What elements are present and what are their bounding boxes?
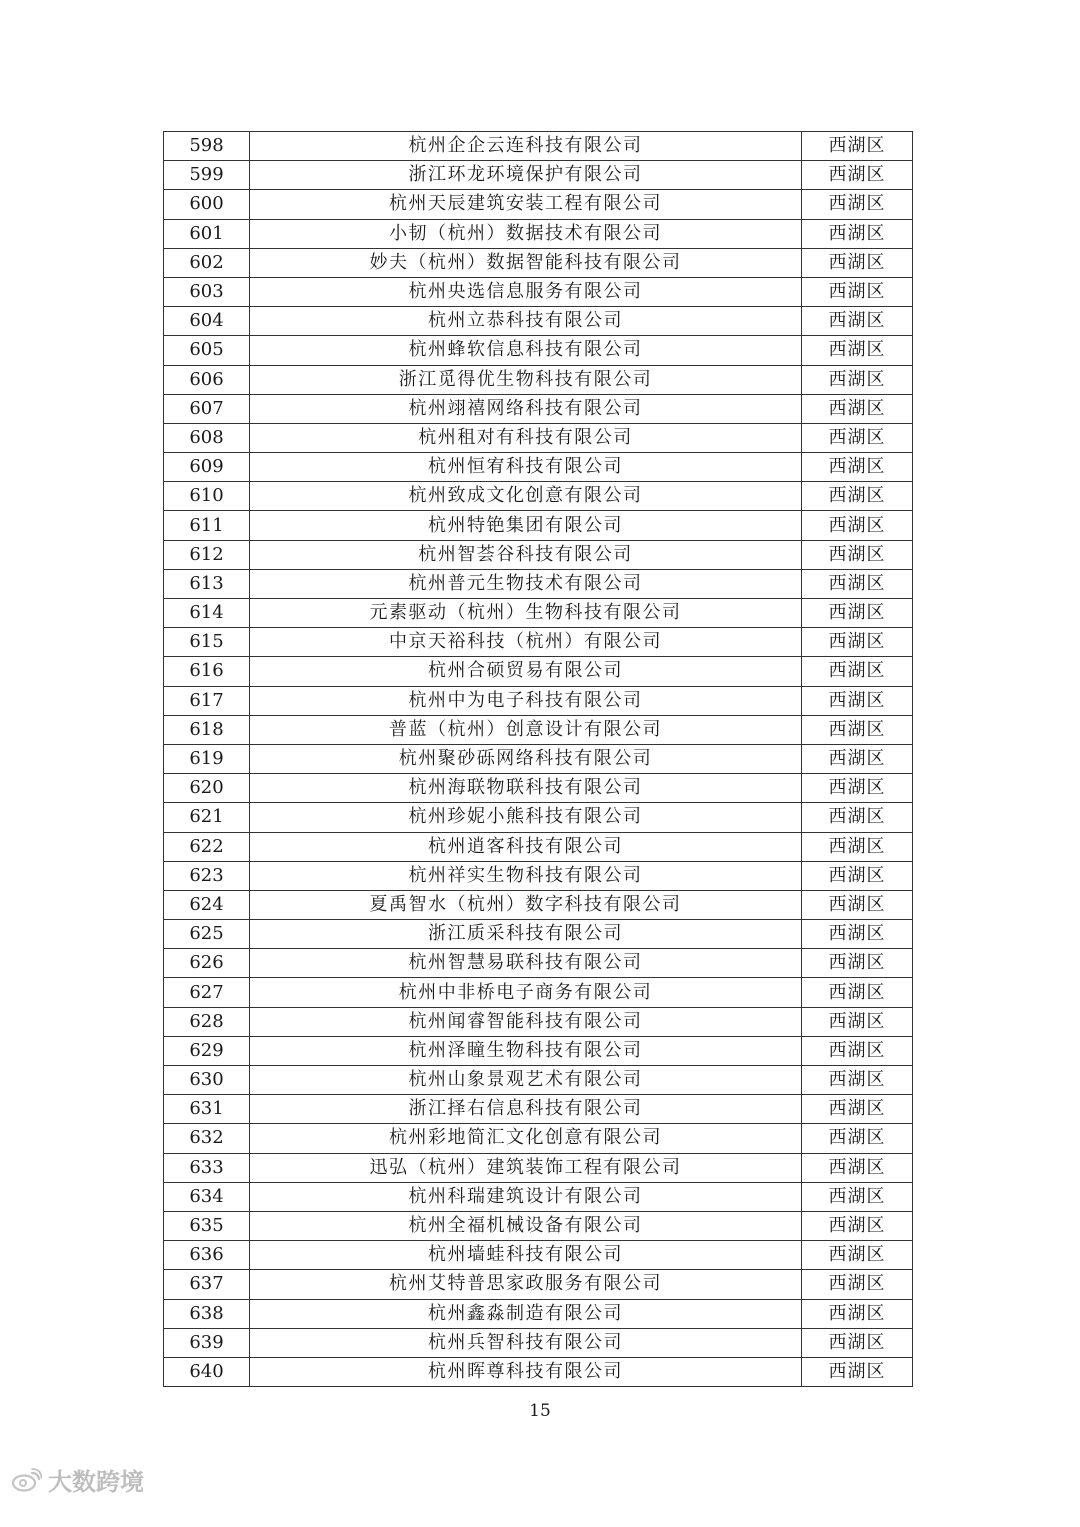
district: 西湖区 xyxy=(802,1036,913,1065)
district: 西湖区 xyxy=(802,861,913,890)
district: 西湖区 xyxy=(802,307,913,336)
table-row xyxy=(164,1328,913,1357)
company-name: 浙江质采科技有限公司 xyxy=(250,920,802,949)
row-number: 605 xyxy=(164,336,250,365)
weibo-logo-icon xyxy=(12,1468,42,1492)
table-row xyxy=(164,803,913,832)
watermark xyxy=(12,1462,144,1497)
company-name: 杭州山象景观艺术有限公司 xyxy=(250,1066,802,1095)
district: 西湖区 xyxy=(802,1299,913,1328)
company-name: 杭州合硕贸易有限公司 xyxy=(250,657,802,686)
district: 西湖区 xyxy=(802,1095,913,1124)
row-number: 600 xyxy=(164,190,250,219)
company-name: 杭州天辰建筑安装工程有限公司 xyxy=(250,190,802,219)
row-number: 614 xyxy=(164,599,250,628)
table-row xyxy=(164,949,913,978)
table-row xyxy=(164,1095,913,1124)
row-number: 636 xyxy=(164,1241,250,1270)
table-row xyxy=(164,1124,913,1153)
row-number: 606 xyxy=(164,365,250,394)
row-number: 639 xyxy=(164,1328,250,1357)
district: 西湖区 xyxy=(802,744,913,773)
company-name: 杭州彩地简汇文化创意有限公司 xyxy=(250,1124,802,1153)
district: 西湖区 xyxy=(802,599,913,628)
table-row xyxy=(164,1270,913,1299)
row-number: 631 xyxy=(164,1095,250,1124)
table-row xyxy=(164,1066,913,1095)
company-name: 杭州中非桥电子商务有限公司 xyxy=(250,978,802,1007)
company-name: 杭州逍客科技有限公司 xyxy=(250,832,802,861)
row-number: 620 xyxy=(164,774,250,803)
row-number: 633 xyxy=(164,1153,250,1182)
company-name: 杭州艾特普思家政服务有限公司 xyxy=(250,1270,802,1299)
company-name: 普蓝（杭州）创意设计有限公司 xyxy=(250,715,802,744)
row-number: 621 xyxy=(164,803,250,832)
company-name: 杭州普元生物技术有限公司 xyxy=(250,569,802,598)
district: 西湖区 xyxy=(802,1066,913,1095)
district: 西湖区 xyxy=(802,890,913,919)
row-number: 602 xyxy=(164,248,250,277)
company-name: 杭州珍妮小熊科技有限公司 xyxy=(250,803,802,832)
table-row xyxy=(164,219,913,248)
company-name: 杭州翊禧网络科技有限公司 xyxy=(250,394,802,423)
table-row xyxy=(164,1299,913,1328)
table-row xyxy=(164,832,913,861)
district: 西湖区 xyxy=(802,336,913,365)
company-name: 迅弘（杭州）建筑装饰工程有限公司 xyxy=(250,1153,802,1182)
company-name: 杭州中为电子科技有限公司 xyxy=(250,686,802,715)
row-number: 611 xyxy=(164,511,250,540)
district: 西湖区 xyxy=(802,511,913,540)
company-table-body xyxy=(164,132,913,1387)
table-row xyxy=(164,307,913,336)
company-name: 浙江择右信息科技有限公司 xyxy=(250,1095,802,1124)
company-name: 杭州泽瞳生物科技有限公司 xyxy=(250,1036,802,1065)
row-number: 613 xyxy=(164,569,250,598)
company-name: 夏禹智水（杭州）数字科技有限公司 xyxy=(250,890,802,919)
company-name: 小韧（杭州）数据技术有限公司 xyxy=(250,219,802,248)
row-number: 627 xyxy=(164,978,250,1007)
row-number: 623 xyxy=(164,861,250,890)
district: 西湖区 xyxy=(802,628,913,657)
company-name: 杭州海联物联科技有限公司 xyxy=(250,774,802,803)
table-row xyxy=(164,686,913,715)
district: 西湖区 xyxy=(802,1153,913,1182)
row-number: 638 xyxy=(164,1299,250,1328)
company-name: 杭州科瑞建筑设计有限公司 xyxy=(250,1182,802,1211)
district: 西湖区 xyxy=(802,1357,913,1386)
row-number: 617 xyxy=(164,686,250,715)
district: 西湖区 xyxy=(802,1124,913,1153)
row-number: 634 xyxy=(164,1182,250,1211)
district: 西湖区 xyxy=(802,1182,913,1211)
row-number: 624 xyxy=(164,890,250,919)
row-number: 630 xyxy=(164,1066,250,1095)
row-number: 622 xyxy=(164,832,250,861)
row-number: 608 xyxy=(164,423,250,452)
district: 西湖区 xyxy=(802,248,913,277)
row-number: 615 xyxy=(164,628,250,657)
row-number: 599 xyxy=(164,161,250,190)
table-row xyxy=(164,861,913,890)
table-row xyxy=(164,336,913,365)
table-row xyxy=(164,1153,913,1182)
company-name: 妙夫（杭州）数据智能科技有限公司 xyxy=(250,248,802,277)
row-number: 612 xyxy=(164,540,250,569)
table-row xyxy=(164,132,913,161)
company-name: 杭州智荟谷科技有限公司 xyxy=(250,540,802,569)
table-row xyxy=(164,628,913,657)
table-row xyxy=(164,1182,913,1211)
district: 西湖区 xyxy=(802,423,913,452)
district: 西湖区 xyxy=(802,803,913,832)
table-row xyxy=(164,248,913,277)
company-name: 杭州租对有科技有限公司 xyxy=(250,423,802,452)
watermark-text: 大数跨境 xyxy=(48,1468,144,1496)
district: 西湖区 xyxy=(802,394,913,423)
company-name: 杭州央选信息服务有限公司 xyxy=(250,277,802,306)
table-row xyxy=(164,599,913,628)
row-number: 616 xyxy=(164,657,250,686)
row-number: 603 xyxy=(164,277,250,306)
company-name: 杭州鑫淼制造有限公司 xyxy=(250,1299,802,1328)
company-name: 杭州晖尊科技有限公司 xyxy=(250,1357,802,1386)
table-row xyxy=(164,277,913,306)
table-row xyxy=(164,890,913,919)
company-name: 杭州闻睿智能科技有限公司 xyxy=(250,1007,802,1036)
district: 西湖区 xyxy=(802,453,913,482)
district: 西湖区 xyxy=(802,949,913,978)
table-row xyxy=(164,1357,913,1386)
row-number: 610 xyxy=(164,482,250,511)
row-number: 635 xyxy=(164,1211,250,1240)
district: 西湖区 xyxy=(802,219,913,248)
table-row xyxy=(164,774,913,803)
table-row xyxy=(164,1211,913,1240)
company-table xyxy=(163,131,913,1387)
table-row xyxy=(164,394,913,423)
district: 西湖区 xyxy=(802,540,913,569)
district: 西湖区 xyxy=(802,569,913,598)
company-name: 杭州致成文化创意有限公司 xyxy=(250,482,802,511)
district: 西湖区 xyxy=(802,161,913,190)
table-row xyxy=(164,1007,913,1036)
table-row xyxy=(164,161,913,190)
district: 西湖区 xyxy=(802,1270,913,1299)
district: 西湖区 xyxy=(802,774,913,803)
district: 西湖区 xyxy=(802,715,913,744)
table-row xyxy=(164,1241,913,1270)
company-name: 杭州蜂软信息科技有限公司 xyxy=(250,336,802,365)
row-number: 637 xyxy=(164,1270,250,1299)
table-row xyxy=(164,744,913,773)
table-row xyxy=(164,482,913,511)
company-name: 杭州企企云连科技有限公司 xyxy=(250,132,802,161)
district: 西湖区 xyxy=(802,920,913,949)
district: 西湖区 xyxy=(802,190,913,219)
page-number: 15 xyxy=(529,1401,551,1421)
company-name: 杭州特铯集团有限公司 xyxy=(250,511,802,540)
table-row xyxy=(164,453,913,482)
company-name: 浙江觅得优生物科技有限公司 xyxy=(250,365,802,394)
table-row xyxy=(164,423,913,452)
district: 西湖区 xyxy=(802,1241,913,1270)
row-number: 632 xyxy=(164,1124,250,1153)
district: 西湖区 xyxy=(802,1007,913,1036)
row-number: 607 xyxy=(164,394,250,423)
district: 西湖区 xyxy=(802,657,913,686)
company-name: 杭州恒宥科技有限公司 xyxy=(250,453,802,482)
district: 西湖区 xyxy=(802,686,913,715)
company-name: 浙江环龙环境保护有限公司 xyxy=(250,161,802,190)
row-number: 619 xyxy=(164,744,250,773)
district: 西湖区 xyxy=(802,365,913,394)
district: 西湖区 xyxy=(802,978,913,1007)
company-name: 杭州智慧易联科技有限公司 xyxy=(250,949,802,978)
company-name: 元素驱动（杭州）生物科技有限公司 xyxy=(250,599,802,628)
table-row xyxy=(164,540,913,569)
row-number: 629 xyxy=(164,1036,250,1065)
company-name: 杭州立恭科技有限公司 xyxy=(250,307,802,336)
row-number: 626 xyxy=(164,949,250,978)
row-number: 601 xyxy=(164,219,250,248)
table-row xyxy=(164,657,913,686)
row-number: 604 xyxy=(164,307,250,336)
company-name: 杭州祥实生物科技有限公司 xyxy=(250,861,802,890)
company-name: 杭州全福机械设备有限公司 xyxy=(250,1211,802,1240)
row-number: 625 xyxy=(164,920,250,949)
row-number: 609 xyxy=(164,453,250,482)
table-row xyxy=(164,190,913,219)
district: 西湖区 xyxy=(802,832,913,861)
table-row xyxy=(164,511,913,540)
row-number: 628 xyxy=(164,1007,250,1036)
table-row xyxy=(164,715,913,744)
company-name: 杭州兵智科技有限公司 xyxy=(250,1328,802,1357)
district: 西湖区 xyxy=(802,277,913,306)
row-number: 640 xyxy=(164,1357,250,1386)
company-name: 杭州墙蛙科技有限公司 xyxy=(250,1241,802,1270)
company-name: 中京天裕科技（杭州）有限公司 xyxy=(250,628,802,657)
table-row xyxy=(164,569,913,598)
table-row xyxy=(164,365,913,394)
company-name: 杭州聚砂砾网络科技有限公司 xyxy=(250,744,802,773)
row-number: 598 xyxy=(164,132,250,161)
table-row xyxy=(164,978,913,1007)
district: 西湖区 xyxy=(802,482,913,511)
row-number: 618 xyxy=(164,715,250,744)
table-row xyxy=(164,920,913,949)
district: 西湖区 xyxy=(802,132,913,161)
table-row xyxy=(164,1036,913,1065)
district: 西湖区 xyxy=(802,1211,913,1240)
district: 西湖区 xyxy=(802,1328,913,1357)
